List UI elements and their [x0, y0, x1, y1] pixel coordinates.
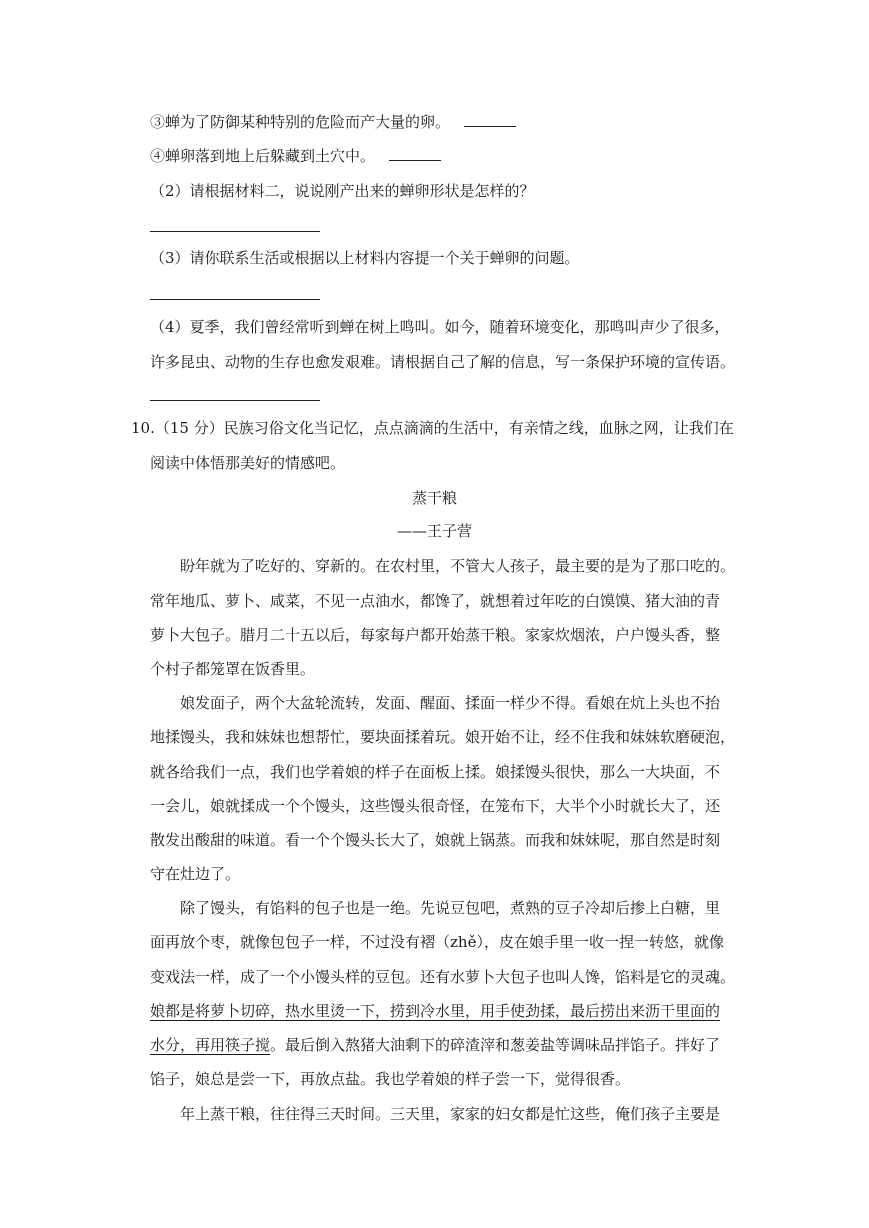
p1-line-4: 个村子都笼罩在饭香里。	[150, 660, 316, 678]
q9-sub-3: （3）请你联系生活或根据以上材料内容提一个关于蝉卵的问题。	[150, 249, 580, 267]
q9-item-3-text: ③蝉为了防御某种特别的危险而产大量的卵。	[150, 113, 451, 131]
q10-stem-line-2: 阅读中体悟那美好的情感吧。	[150, 454, 346, 472]
p1-line-2: 常年地瓜、萝卜、咸菜，不见一点油水，都馋了，就想着过年吃的白馍馍、猪大油的青	[150, 592, 721, 610]
q9-sub-4-line-1: （4）夏季，我们曾经常听到蝉在树上鸣叫。如今，随着环境变化，那鸣叫声少了很多，	[150, 318, 730, 336]
passage-title: 蒸干粮	[411, 489, 457, 507]
p3-line-1: 除了馒头，有馅料的包子也是一绝。先说豆包吧，煮熟的豆子冷却后掺上白糖，里	[180, 899, 721, 917]
underlined-phrase: 水分，再用筷子搅	[150, 1036, 271, 1054]
p1-line-3: 萝卜大包子。腊月二十五以后，每家每户都开始蒸干粮。家家炊烟浓，户户馒头香，整	[150, 626, 721, 644]
p2-line-1: 娘发面子，两个大盆轮流转，发面、醒面、揉面一样少不得。看娘在炕上头也不抬	[180, 694, 721, 712]
q9-item-4	[150, 146, 441, 166]
answer-line[interactable]	[150, 299, 320, 300]
p2-line-4: 一会儿，娘就揉成一个个馒头，这些馒头很奇怪，在笼布下，大半个小时就长大了，还	[150, 797, 721, 815]
p2-line-6: 守在灶边了。	[150, 865, 241, 883]
answer-blank[interactable]	[389, 146, 441, 161]
q9-item-3	[150, 112, 516, 132]
p4-line-1: 年上蒸干粮，往往得三天时间。三天里，家家的妇女都是忙这些，俺们孩子主要是	[180, 1105, 721, 1123]
p2-line-3: 就各给我们一点，我们也学着娘的样子在面板上揉。娘揉馒头很快，那么一大块面，不	[150, 763, 721, 781]
p2-line-5: 散发出酸甜的味道。看一个个馒头长大了，娘就上锅蒸。而我和妹妹呢，那自然是时刻	[150, 831, 721, 849]
p3-line-6: 馅子，娘总是尝一下，再放点盐。我也学着娘的样子尝一下，觉得很香。	[150, 1070, 631, 1088]
passage-author: ——王子营	[396, 522, 472, 540]
q9-item-4-text: ④蝉卵落到地上后躲藏到土穴中。	[150, 147, 376, 165]
q9-sub-2: （2）请根据材料二，说说刚产出来的蝉卵形状是怎样的？	[150, 182, 535, 200]
p1-line-1: 盼年就为了吃好的、穿新的。在农村里，不管大人孩子，最主要的是为了那口吃的。	[180, 557, 736, 575]
p3-line-5-rest: 。最后倒入熬猪大油剩下的碎渣滓和葱姜盐等调味品拌馅子。拌好了	[270, 1036, 721, 1054]
p2-line-2: 地揉馒头，我和妹妹也想帮忙，要块面揉着玩。娘开始不让，经不住我和妹妹软磨硬泡，	[150, 728, 736, 746]
answer-line[interactable]	[150, 231, 320, 232]
p3-line-5	[150, 1035, 720, 1055]
answer-blank[interactable]	[464, 112, 516, 127]
p3-line-4-underlined: 娘都是将萝卜切碎，热水里烫一下，捞到冷水里，用手使劲揉，最后捞出来沥干里面的	[150, 1002, 721, 1020]
p3-line-3: 变戏法一样，成了一个小馒头样的豆包。还有水萝卜大包子也叫人馋，馅料是它的灵魂。	[150, 968, 736, 986]
answer-line[interactable]	[150, 400, 320, 401]
q10-stem-line-1: 10.（15 分）民族习俗文化当记忆，点点滴滴的生活中，有亲情之线，血脉之网，让我们在	[131, 419, 734, 437]
p3-line-2: 面再放个枣，就像包包子一样，不过没有褶（zhě），皮在娘手里一收一捏一转悠，就像	[150, 933, 724, 951]
q9-sub-4-line-2: 许多昆虫、动物的生存也愈发艰难。请根据自己了解的信息，写一条保护环境的宣传语。	[150, 353, 736, 371]
